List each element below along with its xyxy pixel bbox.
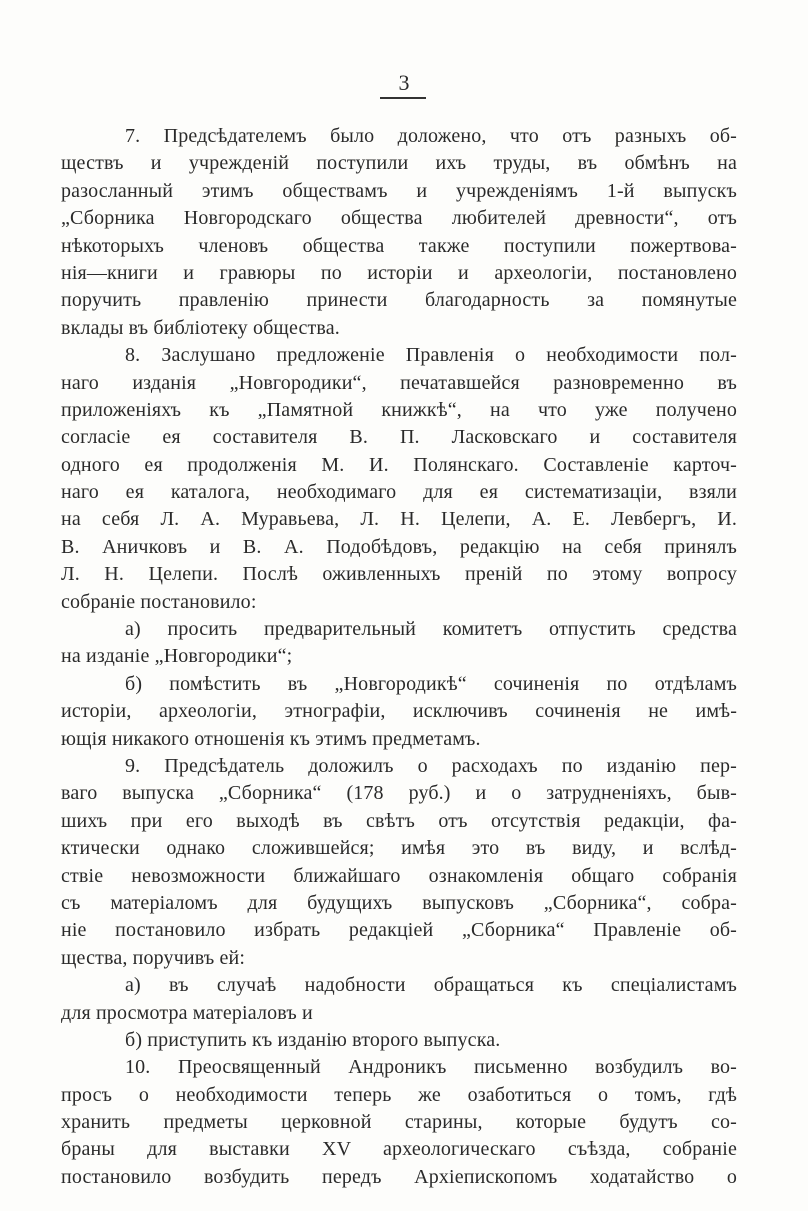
text-line: на изданіе „Новгородики“; <box>61 645 293 668</box>
text-line: 8. Заслушано предложеніе Правленія о необходимости пол- <box>125 344 737 367</box>
text-line: наго изданія „Новгородики“, печатавшейся разновременно въ <box>61 371 737 394</box>
text-line: для просмотра матеріаловъ и <box>61 1001 313 1024</box>
text-line: щества, поручивъ ей: <box>61 946 246 969</box>
text-line: приложеніяхъ къ „Памятной книжкѣ“, на что уже получено <box>61 398 737 421</box>
text-line: согласіе ея составителя В. П. Ласковскаго и составителя <box>61 426 737 449</box>
page-number: 3 <box>398 70 410 95</box>
page-number-rule <box>380 97 426 99</box>
text-line: наго ея каталога, необходимаго для ея систематизаціи, взяли <box>61 481 737 504</box>
text-line: постановило возбудить передъ Архіепископомъ ходатайство о <box>61 1165 737 1188</box>
text-line: „Сборника Новгородскаго общества любителей древности“, отъ <box>61 207 737 230</box>
text-line: исторіи, археологіи, этнографіи, исключивъ сочиненія не имѣ- <box>61 700 737 723</box>
text-line: 10. Преосвященный Андроникъ письменно возбудилъ во- <box>125 1056 737 1079</box>
text-line: ніе постановило избрать редакціей „Сборника“ Правленіе об- <box>61 919 737 942</box>
text-line: хранить предметы церковной старины, которые будутъ со- <box>61 1111 737 1134</box>
text-line: разосланный этимъ обществамъ и учрежденіямъ 1-й выпускъ <box>61 179 737 202</box>
text-line: одного ея продолженія М. И. Полянскаго. Составленіе карточ- <box>61 453 737 476</box>
text-line: 9. Предсѣдатель доложилъ о расходахъ по изданію пер- <box>125 754 737 777</box>
text-line: на себя Л. А. Муравьева, Л. Н. Целепи, А. Е. Левбергъ, И. <box>61 508 737 531</box>
text-line: съ матеріаломъ для будущихъ выпусковъ „Сборника“, собра- <box>61 891 737 914</box>
text-line: ствіе невозможности ближайшаго ознакомленія общаго собранія <box>61 864 737 887</box>
text-line: Л. Н. Целепи. Послѣ оживленныхъ преній по этому вопросу <box>61 563 737 586</box>
text-line: нія—книги и гравюры по исторіи и археологіи, постановлено <box>61 261 737 284</box>
text-line: б) приступить къ изданію второго выпуска. <box>125 1028 501 1051</box>
text-line: нѣкоторыхъ членовъ общества также поступили пожертвова- <box>61 234 737 257</box>
text-line: а) просить предварительный комитетъ отпустить средства <box>125 618 737 641</box>
text-line: В. Аничковъ и В. А. Подобѣдовъ, редакцію на себя принялъ <box>61 535 737 558</box>
text-line: собраніе постановило: <box>61 590 257 613</box>
text-line: б) помѣстить въ „Новгородикѣ“ сочиненія по отдѣламъ <box>125 672 737 695</box>
text-line: ваго выпуска „Сборника“ (178 руб.) и о затрудненіяхъ, быв- <box>61 782 737 805</box>
text-line: ктически однако сложившейся; имѣя это въ виду, и вслѣд- <box>61 837 737 860</box>
text-line: ществъ и учрежденій поступили ихъ труды, въ обмѣнъ на <box>61 152 737 175</box>
text-line: 7. Предсѣдателемъ было доложено, что отъ разныхъ об- <box>125 125 737 147</box>
text-line: поручить правленію принести благодарность за помянутые <box>61 289 737 312</box>
text-line: шихъ при его выходѣ въ свѣтъ отъ отсутствія редакціи, фа- <box>61 809 737 832</box>
text-line: а) въ случаѣ надобности обращаться къ спеціалистамъ <box>125 974 737 997</box>
text-line: вклады въ библіотеку общества. <box>61 316 340 339</box>
text-line: браны для выставки XV археологическаго съѣзда, собраніе <box>61 1138 737 1161</box>
text-line: просъ о необходимости теперь же озаботиться о томъ, гдѣ <box>61 1083 737 1106</box>
text-line: ющія никакого отношенія къ этимъ предметамъ. <box>61 727 481 750</box>
body-text <box>61 123 737 1191</box>
